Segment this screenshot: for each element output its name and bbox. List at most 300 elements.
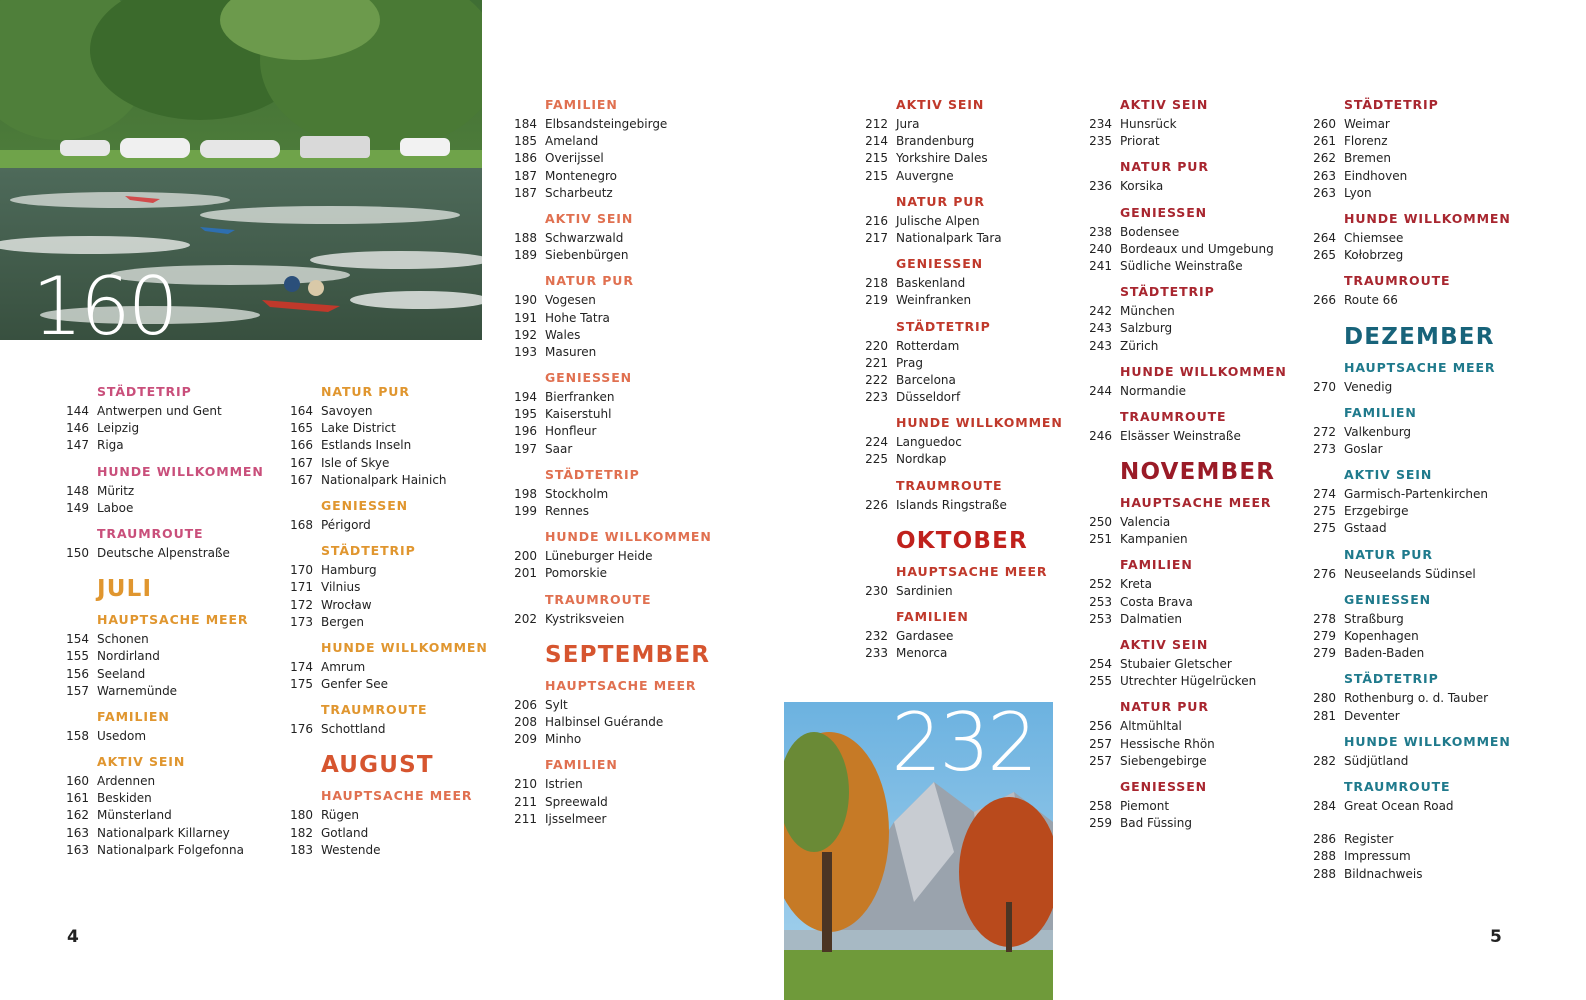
toc-entry[interactable] xyxy=(513,714,712,731)
page-number: 233 xyxy=(865,646,888,661)
toc-entry[interactable] xyxy=(289,517,488,534)
toc-entry[interactable] xyxy=(1088,798,1287,815)
toc-entry[interactable] xyxy=(289,659,488,676)
entry-title: Nationalpark Tara xyxy=(896,230,1002,245)
entry-title: Vogesen xyxy=(545,293,596,308)
entry-title: Baskenland xyxy=(896,276,966,291)
page-number: 166 xyxy=(290,438,313,453)
toc-entry[interactable] xyxy=(1312,866,1511,883)
toc-entry[interactable] xyxy=(289,807,488,824)
toc-entry[interactable] xyxy=(65,500,264,517)
page-number: 217 xyxy=(865,230,888,245)
toc-section xyxy=(513,467,712,520)
entry-title: Register xyxy=(1344,832,1394,847)
toc-entry[interactable] xyxy=(513,344,712,361)
toc-section xyxy=(864,609,1063,662)
toc-entry[interactable] xyxy=(1312,708,1511,725)
page-number: 144 xyxy=(66,404,89,418)
category-heading: AKTIV SEIN xyxy=(545,210,634,226)
toc-entry[interactable] xyxy=(513,230,712,247)
toc-section xyxy=(1312,671,1511,724)
toc-entry[interactable] xyxy=(513,116,712,133)
toc-entry[interactable] xyxy=(864,213,1063,230)
page-number: 257 xyxy=(1089,736,1112,751)
toc-entry[interactable] xyxy=(513,185,712,202)
entry-title: Weinfranken xyxy=(896,293,972,308)
toc-entry[interactable] xyxy=(65,807,264,824)
toc-section xyxy=(289,640,488,693)
page-number: 253 xyxy=(1089,611,1112,626)
toc-entry[interactable] xyxy=(864,434,1063,451)
entry-title: Bordeaux und Umgebung xyxy=(1120,241,1274,256)
toc-section xyxy=(1312,360,1511,396)
toc-entry[interactable] xyxy=(1312,230,1511,247)
page-number: 274 xyxy=(1313,487,1336,502)
toc-entry[interactable] xyxy=(513,486,712,503)
page-number: 149 xyxy=(66,500,89,515)
toc-entry[interactable] xyxy=(864,116,1063,133)
page-number: 279 xyxy=(1313,629,1336,643)
entry-title: Nordirland xyxy=(97,649,160,664)
toc-entry[interactable] xyxy=(1088,428,1287,445)
toc-entry[interactable] xyxy=(864,150,1063,167)
toc-entry[interactable] xyxy=(513,548,712,565)
entry-title: Ijsselmeer xyxy=(545,811,607,826)
entry-title: Altmühltal xyxy=(1120,719,1182,734)
toc-entry[interactable] xyxy=(1088,753,1287,770)
toc-entry[interactable] xyxy=(65,437,264,454)
toc-section xyxy=(513,529,712,582)
page-number: 221 xyxy=(865,355,888,370)
page-number: 160 xyxy=(66,774,89,789)
toc-entry[interactable] xyxy=(1088,338,1287,355)
toc-entry[interactable] xyxy=(1088,531,1287,548)
toc-entry[interactable] xyxy=(513,247,712,264)
page-number: 210 xyxy=(514,777,537,792)
toc-entry[interactable] xyxy=(1088,815,1287,832)
category-heading: HAUPTSACHE MEER xyxy=(1344,359,1496,375)
toc-section xyxy=(513,97,712,202)
category-heading: GENIESSEN xyxy=(1120,204,1207,220)
toc-entry[interactable] xyxy=(1312,831,1511,848)
page-number: 209 xyxy=(514,732,537,747)
toc-entry[interactable] xyxy=(513,794,712,811)
toc-entry[interactable] xyxy=(1088,611,1287,628)
toc-entry[interactable] xyxy=(513,503,712,520)
toc-entry[interactable] xyxy=(1312,566,1511,583)
toc-entry[interactable] xyxy=(65,728,264,745)
entry-title: Islands Ringstraße xyxy=(896,497,1007,512)
toc-entry[interactable] xyxy=(513,441,712,458)
category-heading: HAUPTSACHE MEER xyxy=(545,677,697,693)
category-heading: STÄDTETRIP xyxy=(896,318,991,334)
toc-entry[interactable] xyxy=(65,545,264,562)
toc-entry[interactable] xyxy=(513,310,712,327)
toc-entry[interactable] xyxy=(864,389,1063,406)
category-heading: FAMILIEN xyxy=(1344,404,1417,420)
entry-title: Neuseelands Südinsel xyxy=(1344,566,1476,581)
toc-section xyxy=(65,526,264,562)
toc-entry[interactable] xyxy=(1312,753,1511,770)
toc-section xyxy=(289,384,488,489)
toc-section xyxy=(289,702,488,738)
toc-entry[interactable] xyxy=(1312,848,1511,865)
category-heading: HAUPTSACHE MEER xyxy=(97,612,249,628)
entry-title: Stockholm xyxy=(545,486,609,501)
entry-title: Bergen xyxy=(321,614,364,629)
entry-title: Lake District xyxy=(321,421,396,436)
toc-entry[interactable] xyxy=(513,389,712,406)
toc-entry[interactable] xyxy=(1088,133,1287,150)
page-number: 254 xyxy=(1089,657,1112,671)
category-heading: HUNDE WILLKOMMEN xyxy=(321,639,488,655)
page-number: 155 xyxy=(66,649,89,664)
toc-section xyxy=(1312,592,1511,663)
page-number: 154 xyxy=(66,632,89,647)
toc-section xyxy=(1088,637,1287,690)
toc-entry[interactable] xyxy=(1312,379,1511,396)
toc-entry[interactable] xyxy=(513,731,712,748)
page-number: 211 xyxy=(514,794,537,809)
toc-entry[interactable] xyxy=(513,776,712,793)
page-number: 214 xyxy=(865,134,888,149)
entry-title: Lüneburger Heide xyxy=(545,549,653,564)
toc-entry[interactable] xyxy=(289,403,488,420)
entry-title: Bildnachweis xyxy=(1344,866,1423,881)
toc-entry[interactable] xyxy=(289,721,488,738)
toc-entry[interactable] xyxy=(864,583,1063,600)
toc-entry[interactable] xyxy=(1312,486,1511,503)
page-number: 206 xyxy=(514,697,537,712)
toc-entry[interactable] xyxy=(65,790,264,807)
entry-title: Elsässer Weinstraße xyxy=(1120,428,1241,443)
entry-title: Salzburg xyxy=(1120,321,1173,336)
entry-title: Kopenhagen xyxy=(1344,629,1419,643)
entry-title: Nordkap xyxy=(896,452,947,467)
entry-title: Chiemsee xyxy=(1344,230,1404,245)
toc-entry[interactable] xyxy=(1088,656,1287,673)
entry-title: Venedig xyxy=(1344,379,1393,394)
toc-entry[interactable] xyxy=(513,611,712,628)
toc-entry[interactable] xyxy=(513,406,712,423)
toc-entry[interactable] xyxy=(1312,628,1511,645)
toc-section xyxy=(864,478,1063,514)
page-number: 187 xyxy=(514,185,537,200)
page-number: 270 xyxy=(1313,379,1336,394)
toc-entry[interactable] xyxy=(289,562,488,579)
entry-title: Spreewald xyxy=(545,794,608,809)
toc-entry[interactable] xyxy=(65,483,264,500)
toc-entry[interactable] xyxy=(1312,150,1511,167)
entry-title: Kołobrzeg xyxy=(1344,248,1404,263)
entry-title: Genfer See xyxy=(321,677,389,692)
entry-title: Laboe xyxy=(97,500,134,515)
toc-entry[interactable] xyxy=(289,597,488,614)
toc-entry[interactable] xyxy=(864,628,1063,645)
toc-entry[interactable] xyxy=(289,472,488,489)
entry-title: Nationalpark Hainich xyxy=(321,472,447,487)
page-number: 240 xyxy=(1089,241,1112,256)
entry-title: Leipzig xyxy=(97,421,140,436)
entry-title: Bodensee xyxy=(1120,224,1180,239)
toc-entry[interactable] xyxy=(1088,303,1287,320)
entry-title: Rennes xyxy=(545,504,590,518)
entry-title: Gotland xyxy=(321,825,369,840)
category-heading: STÄDTETRIP xyxy=(1120,284,1215,300)
category-heading: STÄDTETRIP xyxy=(1344,97,1439,112)
category-heading: TRAUMROUTE xyxy=(896,477,1003,493)
toc-entry[interactable] xyxy=(864,338,1063,355)
toc-section xyxy=(864,194,1063,247)
toc-entry[interactable] xyxy=(1312,645,1511,662)
toc-entry[interactable] xyxy=(289,825,488,842)
category-heading: AKTIV SEIN xyxy=(1120,97,1209,112)
toc-entry[interactable] xyxy=(1088,116,1287,133)
entry-title: Beskiden xyxy=(97,791,152,806)
page-number: 234 xyxy=(1089,117,1112,131)
toc-section xyxy=(1088,409,1287,445)
toc-entry[interactable] xyxy=(1088,224,1287,241)
toc-entry[interactable] xyxy=(1312,798,1511,815)
toc-entry[interactable] xyxy=(65,683,264,700)
toc-entry[interactable] xyxy=(513,133,712,150)
toc-entry[interactable] xyxy=(1088,178,1287,195)
toc-entry[interactable] xyxy=(513,697,712,714)
page-number: 220 xyxy=(865,338,888,353)
page-number: 258 xyxy=(1089,798,1112,813)
toc-entry[interactable] xyxy=(1312,292,1511,309)
entry-title: Hohe Tatra xyxy=(545,310,610,325)
month-heading: JULI xyxy=(97,576,153,603)
toc-entry[interactable] xyxy=(1088,576,1287,593)
toc-entry[interactable] xyxy=(864,230,1063,247)
page-number: 192 xyxy=(514,327,537,342)
entry-title: Kystriksveien xyxy=(545,611,625,626)
toc-section xyxy=(1088,284,1287,355)
toc-entry[interactable] xyxy=(289,437,488,454)
page-number: 150 xyxy=(66,545,89,560)
toc-entry[interactable] xyxy=(864,275,1063,292)
toc-section xyxy=(513,273,712,361)
toc-section xyxy=(864,415,1063,468)
page-number: 244 xyxy=(1089,383,1112,398)
toc-entry[interactable] xyxy=(289,614,488,631)
page-number: 186 xyxy=(514,151,537,166)
toc-entry[interactable] xyxy=(65,666,264,683)
page-number: 236 xyxy=(1089,179,1112,194)
toc-entry[interactable] xyxy=(513,168,712,185)
photo-number-232: 232 xyxy=(891,702,1035,789)
category-heading: NATUR PUR xyxy=(545,273,634,289)
category-heading: FAMILIEN xyxy=(545,97,618,112)
toc-entry[interactable] xyxy=(513,423,712,440)
toc-section xyxy=(1312,547,1511,583)
page-number: 197 xyxy=(514,441,537,456)
page-number: 146 xyxy=(66,421,89,436)
toc-entry[interactable] xyxy=(864,451,1063,468)
toc-section xyxy=(1312,467,1511,538)
page-number: 250 xyxy=(1089,515,1112,530)
entry-title: Erzgebirge xyxy=(1344,504,1409,519)
toc-entry[interactable] xyxy=(65,420,264,437)
toc-entry[interactable] xyxy=(513,292,712,309)
entry-title: Savoyen xyxy=(321,404,373,418)
entry-title: Kreta xyxy=(1120,577,1152,592)
page-number: 148 xyxy=(66,483,89,498)
page-number: 212 xyxy=(865,117,888,131)
page-number: 156 xyxy=(66,666,89,681)
toc-entry[interactable] xyxy=(864,355,1063,372)
page-number: 273 xyxy=(1313,441,1336,456)
toc-entry[interactable] xyxy=(289,842,488,859)
toc-entry[interactable] xyxy=(65,403,264,420)
entry-title: Lyon xyxy=(1344,185,1372,200)
category-heading: GENIESSEN xyxy=(1344,591,1431,607)
page-number: 284 xyxy=(1313,798,1336,813)
toc-entry[interactable] xyxy=(1312,611,1511,628)
toc-entry[interactable] xyxy=(289,420,488,437)
page-number: 191 xyxy=(514,310,537,325)
toc-entry[interactable] xyxy=(65,648,264,665)
page-number: 260 xyxy=(1313,117,1336,131)
toc-entry[interactable] xyxy=(1088,241,1287,258)
toc-entry[interactable] xyxy=(1088,258,1287,275)
toc-entry[interactable] xyxy=(1312,690,1511,707)
toc-entry[interactable] xyxy=(513,565,712,582)
page-number: 243 xyxy=(1089,338,1112,353)
page-number: 167 xyxy=(290,472,313,487)
category-heading: TRAUMROUTE xyxy=(321,702,428,718)
page-number: 262 xyxy=(1313,151,1336,166)
toc-entry[interactable] xyxy=(65,773,264,790)
toc-entry[interactable] xyxy=(289,455,488,472)
entry-title: Yorkshire Dales xyxy=(896,151,988,166)
toc-entry[interactable] xyxy=(1312,116,1511,133)
toc-entry[interactable] xyxy=(65,631,264,648)
toc-entry[interactable] xyxy=(864,497,1063,514)
toc-entry[interactable] xyxy=(864,133,1063,150)
page-number: 261 xyxy=(1313,134,1336,149)
category-heading: TRAUMROUTE xyxy=(545,591,652,607)
toc-entry[interactable] xyxy=(513,811,712,828)
category-heading: HUNDE WILLKOMMEN xyxy=(97,463,264,479)
category-heading: FAMILIEN xyxy=(896,609,969,624)
page-number: 263 xyxy=(1313,168,1336,183)
toc-entry[interactable] xyxy=(864,168,1063,185)
entry-title: Brandenburg xyxy=(896,134,975,149)
toc-section xyxy=(513,211,712,264)
toc-entry[interactable] xyxy=(1088,736,1287,753)
category-heading: NATUR PUR xyxy=(321,384,410,399)
toc-entry[interactable] xyxy=(513,327,712,344)
toc-section xyxy=(1312,211,1511,264)
entry-title: Südliche Weinstraße xyxy=(1120,258,1243,273)
page-number: 215 xyxy=(865,151,888,166)
toc-entry[interactable] xyxy=(1088,383,1287,400)
toc-entry[interactable] xyxy=(1088,594,1287,611)
photo-number-160: 160 xyxy=(32,260,176,340)
toc-entry[interactable] xyxy=(1088,514,1287,531)
category-heading: HAUPTSACHE MEER xyxy=(1120,495,1272,511)
month-heading: DEZEMBER xyxy=(1344,323,1495,350)
toc-section xyxy=(513,678,712,749)
toc-entry[interactable] xyxy=(1312,247,1511,264)
category-heading: TRAUMROUTE xyxy=(1344,778,1451,794)
toc-appendix xyxy=(1312,831,1511,883)
entry-title: Priorat xyxy=(1120,134,1160,149)
page-number: 164 xyxy=(290,404,313,418)
category-heading: NATUR PUR xyxy=(1120,159,1209,175)
toc-entry[interactable] xyxy=(864,372,1063,389)
toc-entry[interactable] xyxy=(864,645,1063,662)
toc-entry[interactable] xyxy=(1088,673,1287,690)
entry-title: Minho xyxy=(545,732,582,747)
category-heading: HUNDE WILLKOMMEN xyxy=(1344,733,1511,749)
page-number: 189 xyxy=(514,248,537,263)
entry-title: Elbsandsteingebirge xyxy=(545,117,668,131)
page-number-right: 5 xyxy=(1490,927,1502,947)
toc-column-4 xyxy=(864,97,1063,671)
category-heading: GENIESSEN xyxy=(1120,778,1207,794)
entry-title: Sardinien xyxy=(896,583,953,598)
toc-section xyxy=(289,498,488,534)
toc-entry[interactable] xyxy=(65,842,264,859)
toc-entry[interactable] xyxy=(1088,718,1287,735)
entry-title: Barcelona xyxy=(896,372,956,387)
page-number: 251 xyxy=(1089,532,1112,547)
entry-title: Estlands Inseln xyxy=(321,438,412,453)
entry-title: Valencia xyxy=(1120,515,1171,530)
page-number: 195 xyxy=(514,407,537,422)
toc-entry[interactable] xyxy=(65,825,264,842)
toc-entry[interactable] xyxy=(1312,441,1511,458)
toc-entry[interactable] xyxy=(1312,168,1511,185)
page-number: 226 xyxy=(865,497,888,512)
entry-title: Isle of Skye xyxy=(321,455,390,470)
toc-entry[interactable] xyxy=(289,579,488,596)
page-number: 246 xyxy=(1089,428,1112,443)
lake-mountain-photo xyxy=(784,702,1053,1000)
toc-entry[interactable] xyxy=(1312,133,1511,150)
toc-entry[interactable] xyxy=(513,150,712,167)
entry-title: Impressum xyxy=(1344,849,1411,864)
toc-column-5 xyxy=(1088,97,1287,841)
toc-entry[interactable] xyxy=(289,676,488,693)
toc-entry[interactable] xyxy=(1312,520,1511,537)
page-number: 199 xyxy=(514,504,537,518)
category-heading: HUNDE WILLKOMMEN xyxy=(1344,210,1511,226)
entry-title: Düsseldorf xyxy=(896,390,961,405)
entry-title: Usedom xyxy=(97,728,147,743)
toc-section xyxy=(289,788,488,859)
toc-entry[interactable] xyxy=(1312,424,1511,441)
toc-entry[interactable] xyxy=(864,292,1063,309)
toc-section xyxy=(1088,159,1287,195)
page-number: 241 xyxy=(1089,258,1112,273)
page-number: 255 xyxy=(1089,674,1112,689)
toc-section xyxy=(1088,699,1287,770)
entry-title: Weimar xyxy=(1344,117,1390,131)
page-number: 225 xyxy=(865,452,888,467)
entry-title: Siebenbürgen xyxy=(545,248,629,263)
toc-entry[interactable] xyxy=(1312,503,1511,520)
page-number: 242 xyxy=(1089,304,1112,319)
entry-title: Gstaad xyxy=(1344,521,1387,536)
toc-entry[interactable] xyxy=(1088,320,1287,337)
toc-entry[interactable] xyxy=(1312,185,1511,202)
page-number: 187 xyxy=(514,168,537,183)
entry-title: Kaiserstuhl xyxy=(545,407,612,422)
